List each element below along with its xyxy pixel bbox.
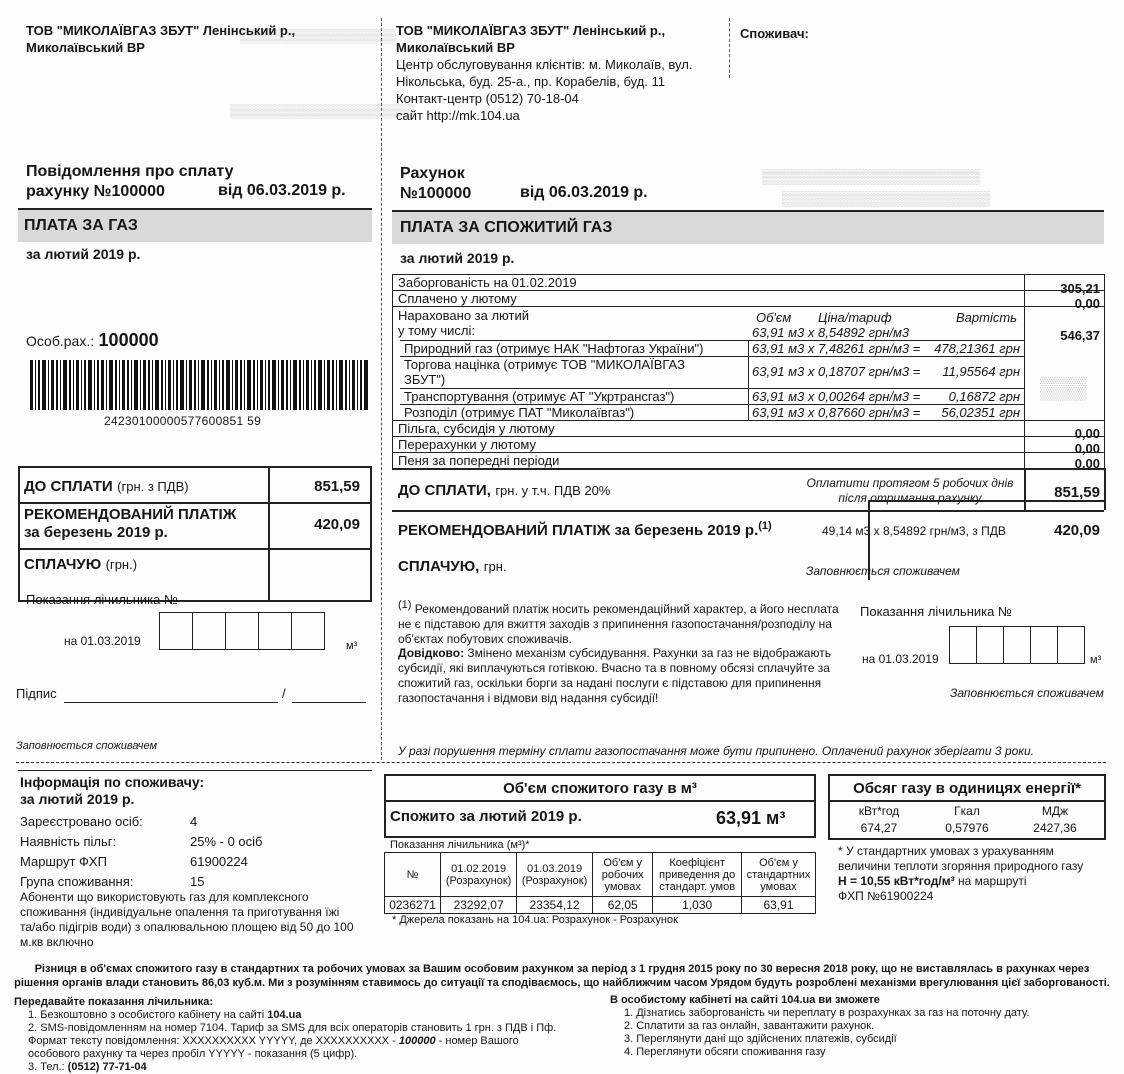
penalty-value: 0,00 (1074, 456, 1100, 471)
item-label: Транспортування (отримує АТ "Укртрансгаз") (404, 389, 675, 404)
penalty-label: Пеня за попередні періоди (398, 453, 560, 468)
invoice-date: від 06.03.2019 р. (520, 184, 648, 201)
item-cost: 56,02351 грн (941, 405, 1020, 420)
stub-paying-label: СПЛАЧУЮ (грн.) (24, 556, 138, 573)
invoice-paying-field[interactable] (1026, 552, 1102, 578)
info-label: Зареєстровано осіб: (20, 814, 143, 829)
cabinet-item: 1. Дізнатись заборгованість чи переплату в розрахунках за газ на поточну дату. (624, 1007, 1030, 1019)
table-header: Коефіцієнт приведення до стандарт. умов (653, 853, 742, 897)
paid-value: 0,00 (1074, 296, 1100, 311)
horizontal-cut-line (16, 762, 1106, 763)
invoice-recommended-formula: 49,14 м3 х 8,54892 грн/м3, з ПДВ (822, 524, 1006, 538)
invoice-footnote: $^{(1)}$ Рекомендований платіж носить рекомендаційний характер, а його несплата не є підставою для вжиття заходів з припинення газопостачання/розподілу на об'єктах побутових споживачів. (398, 599, 839, 646)
info-value: 61900224 (190, 854, 248, 869)
invoice-meter-filled: Заповнюється споживачем (950, 686, 1104, 700)
energy-value: 2427,36 (1033, 821, 1077, 835)
item-formula: 63,91 м3 х 0,18707 грн/м3 = (752, 364, 921, 379)
cut-line (729, 18, 730, 78)
middle-filled-note: Заповнюється споживачем (16, 740, 158, 752)
invoice-meter-date: на 01.03.2019 (862, 652, 939, 666)
item-cost: 478,21361 грн (934, 341, 1020, 356)
col-cost: Вартість (956, 310, 1018, 325)
cabinet-item: 2. Сплатити за газ онлайн, завантажити рахунок. (624, 1020, 875, 1032)
company-site: сайт http://mk.104.ua (396, 108, 520, 123)
stub-meter-unit: м³ (346, 640, 358, 652)
charged-formula: 63,91 м3 х 8,54892 грн/м3 (752, 325, 910, 340)
table-header: 01.03.2019 (Розрахунок) (517, 853, 593, 897)
stub-recommended-label: РЕКОМЕНДОВАНИЙ ПЛАТІЖ за березень 2019 р. (24, 506, 237, 541)
stub-account: Особ.рах.: 100000 (26, 330, 159, 350)
charged-value: 546,37 (1060, 328, 1100, 343)
recalc-label: Перерахунки у лютому (398, 437, 537, 452)
charged-label: Нараховано за лютий (398, 308, 530, 323)
showthrough-text: ▒▒▒▒▒▒▒▒▒▒▒▒▒▒▒▒▒▒▒▒▒▒ (762, 168, 981, 184)
stub-period: за лютий 2019 р. (26, 246, 141, 262)
showthrough-text: ▒▒▒▒▒▒▒▒▒▒▒▒▒▒▒▒▒ (240, 28, 397, 43)
company-address: Центр обслуговування клієнтів: м. Миколаїв, вул. (396, 57, 693, 72)
stub-recommended-amount: 420,09 (314, 516, 360, 533)
invoice-due-label: ДО СПЛАТИ, грн. у т.ч. ПДВ 20% (398, 482, 611, 499)
stub-section-title: ПЛАТА ЗА ГАЗ (24, 217, 138, 234)
meter-digit-cell[interactable] (976, 626, 1004, 664)
info-label: Наявність пільг: (20, 834, 117, 849)
col-volume: Об'єм (756, 310, 792, 325)
recalc-value: 0,00 (1074, 441, 1100, 456)
consumer-label: Споживач: (740, 26, 809, 41)
invoice-paying-label: СПЛАЧУЮ, грн. (398, 558, 507, 575)
invoice-due-amount: 851,59 (1054, 484, 1100, 501)
consumer-info-title: Інформація по споживачу: за лютий 2019 р. (20, 774, 205, 807)
benefit-label: Пільга, субсидія у лютому (398, 421, 555, 436)
table-row: 0236271 23292,07 23354,12 62,05 1,030 63,91 (385, 897, 816, 914)
item-label: Торгова націнка (отримує ТОВ "МИКОЛАЇВГАЗ (404, 357, 685, 372)
energy-value: 674,27 (860, 821, 898, 835)
consumed-value: 63,91 м³ (716, 808, 786, 828)
cabinet-item: 3. Переглянути дані що здійснених платежів, субсидії (624, 1033, 897, 1045)
stub-company (26, 22, 295, 56)
energy-title: Обсяг газу в одиницях енергії* (853, 780, 1081, 797)
stub-due-label: ДО СПЛАТИ (грн. з ПДВ) (24, 478, 189, 495)
invoice-info: Довідково: Змінено механізм субсидування. Рахунки за газ не відображають субсидії, які виплачуються готівкою. Вчасно та в повному обсязі сплачуйте за спожитий газ, оскільки борги за надані послуги є підставою для припинення газопостачання і відмови від надання субсидії! (398, 646, 831, 705)
invoice-title: Рахунок №100000 (400, 165, 472, 202)
invoice-recommended-label: РЕКОМЕНДОВАНИЙ ПЛАТІЖ за березень 2019 р.$^{(1)}$ (398, 520, 772, 539)
meter-digit-cell[interactable] (1003, 626, 1031, 664)
meter-transfer-info: Передавайте показання лічильника: 1. Безкоштовно з особистого кабінету на сайті 104.ua 2. SMS-повідомленням на номер 7104. Тариф за SMS для всіх операторів становить 1 грн. з ПДВ і Пф. Формат тексту повідомлення: XXXXXXXXXX YYYYY, де XXXXXXXXXX - 100000 - номер Вашого особового рахунку та через пробіл YYYYY - показання (5 цифр). 3. Тел.: (0512) 77-71-04 (14, 996, 557, 1073)
showthrough-text: ▒▒▒ (1040, 375, 1087, 400)
meter-digit-cell[interactable] (291, 612, 325, 650)
energy-value: 0,57976 (945, 821, 989, 835)
meter-digit-cell[interactable] (949, 626, 977, 664)
company-contact: Контакт-центр (0512) 70-18-04 (396, 91, 579, 106)
source-note: * Джерела показань на 104.ua: Розрахунок - Розрахунок (392, 914, 678, 926)
benefit-value: 0,00 (1074, 426, 1100, 441)
table-header: Об'єм у стандартних умовах (741, 853, 815, 897)
stub-paying-field[interactable] (276, 552, 364, 598)
invoice-section-title: ПЛАТА ЗА СПОЖИТИЙ ГАЗ (400, 219, 613, 236)
consumed-label: Спожито за лютий 2019 р. (390, 808, 582, 825)
table-header: Об'єм у робочих умовах (593, 853, 653, 897)
barcode-image (30, 360, 370, 410)
stub-notice-title: Повідомлення про сплату рахунку №100000 (26, 163, 234, 200)
cabinet-item: 4. Переглянути обсяги споживання газу (624, 1046, 826, 1058)
item-formula: 63,91 м3 х 0,00264 грн/м3 = (752, 389, 921, 404)
meter-digit-cell[interactable] (225, 612, 259, 650)
stub-meter-cells[interactable] (160, 612, 325, 655)
item-formula: 63,91 м3 х 0,87660 грн/м3 = (752, 405, 921, 420)
payment-warning: У разі порушення терміну сплати газопостачання може бути припинено. Оплачений рахунок зберігати 3 роки. (398, 744, 1034, 758)
consumption-title: Об'єм спожитого газу в м³ (503, 780, 697, 797)
meter-readings-table (384, 852, 816, 914)
showthrough-text: ▒▒▒▒▒▒▒▒▒▒▒▒▒▒▒▒▒▒▒▒ (230, 103, 415, 118)
paid-label: Сплачено у лютому (398, 291, 517, 306)
including-label: у тому числі: (398, 323, 475, 338)
debt-value: 305,21 (1060, 281, 1100, 296)
meter-digit-cell[interactable] (192, 612, 226, 650)
stub-company-branch: Миколаївський ВР (26, 40, 145, 55)
col-price: Ціна/тариф (818, 310, 892, 325)
invoice-meter-label: Показання лічильника № (860, 604, 1012, 619)
meter-table-label: Показання лічильника (м³)* (390, 839, 530, 851)
invoice-recommended-amount: 420,09 (1054, 522, 1100, 539)
stub-notice-date: від 06.03.2019 р. (218, 182, 346, 199)
company-name: ТОВ "МИКОЛАЇВГАЗ ЗБУТ" Ленінський р., (396, 23, 666, 38)
invoice-company-block: ТОВ "МИКОЛАЇВГАЗ ЗБУТ" Ленінський р., Миколаївський ВР Центр обслуговування клієнтів: м. Миколаїв, вул. Нікольська, буд. 25-а., пр. Корабелів, буд. 11 Контакт-центр (0512) 70-18-04 сайт http://mk.104.ua (396, 23, 693, 123)
invoice-due-note: Оплатити протягом 5 робочих днів після отримання рахунку (806, 476, 1014, 505)
invoice-meter-cells[interactable] (950, 626, 1085, 669)
meter-digit-cell[interactable] (159, 612, 193, 650)
account-number: 100000 (98, 330, 159, 350)
energy-unit: кВт*год (858, 804, 900, 818)
info-label: Маршрут ФХП (20, 854, 107, 869)
company-branch: Миколаївський ВР (396, 40, 515, 55)
info-value: 15 (190, 874, 205, 889)
invoice-paying-filled: Заповнюється споживачем (806, 564, 960, 578)
debt-label: Заборгованість на 01.02.2019 (398, 275, 577, 290)
item-cost: 11,95564 грн (942, 364, 1020, 379)
signature-line-2[interactable] (292, 702, 366, 703)
info-value: 4 (190, 814, 198, 829)
item-label: Розподіл (отримує ПАТ "Миколаївгаз") (404, 405, 635, 420)
consumer-group-desc: Абоненти що використовують газ для комплексного споживання (індивідуальне опалення та приготування їжі та/або підігрів води) з опалювальною площею від 50 до 100 м.кв включно (20, 890, 354, 949)
info-value: 25% - 0 осіб (190, 834, 263, 849)
meter-digit-cell[interactable] (1057, 626, 1085, 664)
meter-digit-cell[interactable] (1030, 626, 1058, 664)
cabinet-info: В особистому кабінеті на сайті 104.ua ви зможете 1. Дізнатись заборгованість чи переплату в розрахунках за газ на поточну дату. 2. Сплатити за газ онлайн, завантажити рахунок. 3. Переглянути дані що здійснених платежів, субсидії 4. Переглянути обсяги споживання газу (610, 994, 1110, 1059)
item-label: Природний газ (отримує НАК "Нафтогаз України") (404, 341, 704, 356)
invoice-meter-unit: м³ (1090, 654, 1102, 666)
stub-company-name: ТОВ "МИКОЛАЇВГАЗ ЗБУТ" Ленінський р., (26, 23, 296, 38)
stub-meter-label: Показання лічильника № (26, 592, 178, 607)
signature-line[interactable] (64, 702, 278, 703)
showthrough-text: ▒▒▒▒▒▒▒▒▒▒▒▒▒▒▒▒▒▒▒▒▒ (782, 190, 991, 206)
table-header: № (385, 853, 441, 897)
meter-digit-cell[interactable] (258, 612, 292, 650)
stub-signature-label: Підпис (16, 686, 57, 701)
invoice-period: за лютий 2019 р. (400, 250, 515, 266)
stub-meter-date: на 01.03.2019 (64, 634, 141, 648)
table-header: 01.02.2019 (Розрахунок) (441, 853, 517, 897)
energy-note: * У стандартних умовах з урахуванням величини теплоти згоряння природного газу Н = 10,55 кВт*год/м³ на маршруті ФХП №61900224 (838, 844, 1084, 903)
info-label: Група споживання: (20, 874, 134, 889)
item-formula: 63,91 м3 х 7,48261 грн/м3 = (752, 341, 921, 356)
energy-unit: Гкал (954, 804, 980, 818)
cut-line (381, 18, 382, 760)
barcode-number: 24230100000577600851 59 (104, 414, 262, 428)
stub-due-amount: 851,59 (314, 478, 360, 495)
gas-invoice-document: ▒▒▒▒▒▒▒▒▒▒▒▒▒▒▒▒▒ ▒▒▒▒▒▒▒▒▒▒▒▒▒▒▒▒▒▒▒▒ ▒▒▒▒▒▒▒▒▒▒▒▒▒▒▒▒▒▒▒▒▒▒ ▒▒▒▒▒▒▒▒▒▒▒▒▒▒▒▒▒▒▒▒▒ ▒▒▒ ТОВ "МИКОЛАЇВГАЗ ЗБУТ" Ленінський р., Миколаївський ВР Повідомлення про сплату рахунку №100000 від 06.03.2019 р. ПЛАТА ЗА ГАЗ за лютий 2019 р. Особ.рах.: 100000 24230100000577600851 59 ДО СПЛАТИ (грн. з ПДВ) 851,59 РЕКОМЕНДОВАНИЙ ПЛАТІЖ за березень 2019 р. 420,09 СПЛАЧУЮ (грн.) Показання лічильника № на 01.03.2019 м³ Підпис / ТОВ "МИКОЛАЇВГАЗ ЗБУТ" Ленінський р., Миколаївський ВР Центр обслуговування клієнтів: м. Миколаїв, вул. Нікольська, буд. 25-а., пр. Корабелів, буд. 11 Контакт-центр (0512) 70-18-04 сайт http://mk.104.ua Споживач: Рахунок №100000 від 06.03.2019 р. ПЛАТА ЗА СПОЖИТИЙ ГАЗ за лютий 2019 р. Заборгованість на 01.02.2019 305,21 Сплачено у лютому 0,00 Нараховано за лютий у тому числі: Об'єм Ціна/тариф Вартість 63,91 м3 х 8,54892 грн/м3 546,37 Природний газ (отримує НАК "Нафтогаз України") 63,91 м3 х 7,48261 грн/м3 = 478,21361 грн Торгова націнка (отримує ТОВ "МИКОЛАЇВГАЗ ЗБУТ") 63,91 м3 х 0,18707 грн/м3 = 11,95564 грн Транспортування (отримує АТ "Укртрансгаз") 63,91 м3 х 0,00264 грн/м3 = 0,16872 грн Розподіл (отримує ПАТ "Миколаївгаз") 63,91 м3 х 0,87660 грн/м3 = 56,02351 грн Пільга, субсидія у лютому 0,00 Перерахунки у лютому 0,00 Пеня за попередні періоди 0,00 ДО СПЛАТИ, грн. у т.ч. ПДВ 20% Оплатити протягом 5 робочих днів після отримання рахунку 851,59 РЕКОМЕНДОВАНИЙ ПЛАТІЖ за березень 2019 р.$^{(1)}$ 49,14 м3 х 8,54892 грн/м3, з ПДВ 420,09 СПЛАЧУЮ, грн. Заповнюється споживачем $^{(1)}$ Рекомендований платіж носить рекомендаційний характер, а його несплата не є підставою для вжиття заходів з припинення газопостачання/розподілу на об'єктах побутових споживачів. Довідково: Змінено механізм субсидування. Рахунки за газ не відображають субсидії, які виплачуються готівкою. Вчасно та в повному обсязі сплачуйте за спожитий газ, оскільки борги за надані послуги є підставою для припинення газопостачання і відмови від надання субсидії! Показання лічильника № на 01.03.2019 м³ Заповнюється споживачем Заповнюється споживачем У разі порушення терміну сплати газопостачання може бути припинено. Оплачений рахунок зберігати 3 роки. Інформація по споживачу: за лютий 2019 р. Зареєстровано осіб: 4 Наявність пільг: 25% - 0 осіб Маршрут ФХП 61900224 Група споживання: 15 Абоненти що використовують газ для комплексного споживання (індивідуальне опалення та приготування їжі та/або підігрів води) з опалювальною площею від 50 до 100 м.кв включно Об'єм спожитого газу в м³ Спожито за лютий 2019 р. 63,91 м³ Показання лічильника (м³)* № 01.02.2019 (Розрахунок) 01.03.2019 (Розрахунок) Об'єм у робочих умовах Коефіцієнт приведення до стандарт. умов Об'єм у стандартних умовах 0236271 23292,07 23354,12 62,05 1,030 63,91 * Джерела показань на 104.ua: Розрахунок - Розрахунок Обсяг газу в одиницях енергії* кВт*год Гкал МДж 674,27 0,57976 2427,36 * У стандартних умовах з урахуванням величини теплоти згоряння природного газу Н = 10,55 кВт*год/м³ на маршруті ФХП №61900224 Різниця в об'ємах спожитого газу в стандартних та робочих умовах за Вашим особовим рахунком за період з 1 грудня 2015 року по 30 вересня 2018 року, що не виставлялась в рахунках через рішення органів влади становить 86,03 куб.м. Ми з розумінням ставимось до ситуації та сподіваємось, що найближчим часом Урядом будуть розроблені механізми врегулювання цієї заборгованості. Передавайте показання лічильника: 1. Безкоштовно з особистого кабінету на сайті 104.ua 2. SMS-повідомленням на номер 7104. Тариф за SMS для всіх операторів становить 1 грн. з ПДВ і Пф. Формат тексту повідомлення: XXXXXXXXXX YYYYY, де XXXXXXXXXX - 100000 - номер Вашого особового рахунку та через пробіл YYYYY - показання (5 цифр). 3. Тел.: (0512) 77-71-04 В особистому кабінеті на сайті 104.ua ви зможете 1. Дізнатись заборгованість чи переплату в розрахунках за газ на поточну дату. 2. Сплатити за газ онлайн, завантажити рахунок. 3. Переглянути дані що здійснених платежів, субсидії 4. Переглянути обсяги споживання газу (0, 0, 1124, 1066)
standard-conditions-notice: Різниця в об'ємах спожитого газу в стандартних та робочих умовах за Вашим особовим рахунком за період з 1 грудня 2015 року по 30 вересня 2018 року, що не виставлялась в рахунках через рішення органів влади становить 86,03 куб.м. Ми з розумінням ставимось до ситуації та сподіваємось, що найближчим часом Урядом будуть розроблені механізми врегулювання цієї заборгованості. (14, 963, 1110, 989)
item-cost: 0,16872 грн (948, 389, 1020, 404)
energy-unit: МДж (1041, 804, 1069, 818)
